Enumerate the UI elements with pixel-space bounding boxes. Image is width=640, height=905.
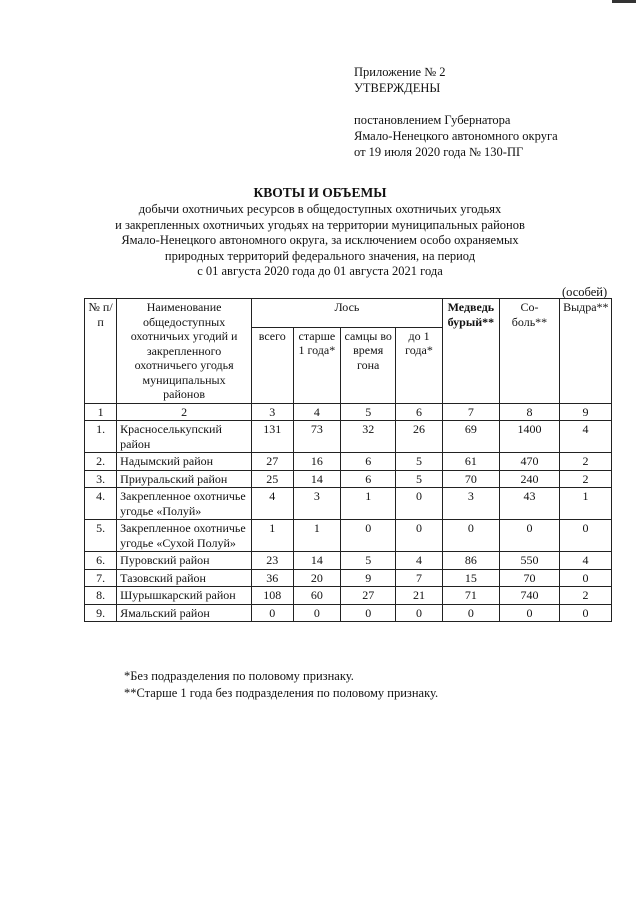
cell-young: 0 <box>396 604 443 622</box>
header-elk-males: самцы во время гона <box>341 327 396 403</box>
cell-num: 4. <box>85 488 117 520</box>
column-number: 2 <box>117 403 252 421</box>
cell-bear: 69 <box>442 421 499 453</box>
cell-name: Приуральский район <box>117 470 252 488</box>
cell-older: 16 <box>293 453 341 471</box>
units-label: (особей) <box>562 285 608 299</box>
resolution-label: постановлением Губернатора <box>354 113 511 127</box>
cell-otter: 0 <box>560 604 612 622</box>
cell-num: 2. <box>85 453 117 471</box>
cell-total: 0 <box>252 604 293 622</box>
cell-males: 6 <box>341 453 396 471</box>
cell-name: Надымский район <box>117 453 252 471</box>
column-number: 3 <box>252 403 293 421</box>
cell-otter: 2 <box>560 470 612 488</box>
cell-young: 7 <box>396 569 443 587</box>
header-elk-older: старше 1 года* <box>293 327 341 403</box>
cell-otter: 2 <box>560 453 612 471</box>
cell-num: 8. <box>85 587 117 605</box>
cell-sable: 470 <box>499 453 559 471</box>
cell-sable: 1400 <box>499 421 559 453</box>
cell-older: 1 <box>293 520 341 552</box>
footnote: **Старше 1 года без подразделения по половому признаку. <box>124 686 439 700</box>
column-number-row <box>85 403 612 421</box>
cell-name: Закрепленное охотничье угодье «Сухой Полуй» <box>117 520 252 552</box>
cell-older: 0 <box>293 604 341 622</box>
cell-older: 14 <box>293 552 341 570</box>
cell-total: 25 <box>252 470 293 488</box>
cell-name: Пуровский район <box>117 552 252 570</box>
cell-young: 5 <box>396 470 443 488</box>
title-block <box>0 184 640 280</box>
region-label: Ямало-Ненецкого автономного округа <box>354 129 558 143</box>
cell-bear: 0 <box>442 520 499 552</box>
cell-total: 36 <box>252 569 293 587</box>
cell-bear: 0 <box>442 604 499 622</box>
column-number: 1 <box>85 403 117 421</box>
cell-otter: 0 <box>560 520 612 552</box>
scan-corner-mark <box>612 0 636 3</box>
header-num: № п/п <box>85 299 117 404</box>
table-row <box>85 552 612 570</box>
cell-otter: 2 <box>560 587 612 605</box>
header-elk-young: до 1 года* <box>396 327 443 403</box>
subtitle-line: с 01 августа 2020 года до 01 августа 2021 года <box>197 264 443 278</box>
footnotes <box>124 668 438 702</box>
cell-males: 9 <box>341 569 396 587</box>
cell-num: 7. <box>85 569 117 587</box>
table-row <box>85 569 612 587</box>
cell-otter: 4 <box>560 552 612 570</box>
subtitle-line: Ямало-Ненецкого автономного округа, за исключением особо охраняемых <box>121 233 519 247</box>
cell-young: 5 <box>396 453 443 471</box>
cell-young: 26 <box>396 421 443 453</box>
cell-males: 5 <box>341 552 396 570</box>
column-number: 6 <box>396 403 443 421</box>
cell-bear: 71 <box>442 587 499 605</box>
cell-males: 1 <box>341 488 396 520</box>
column-number: 5 <box>341 403 396 421</box>
cell-num: 5. <box>85 520 117 552</box>
cell-sable: 0 <box>499 604 559 622</box>
cell-young: 0 <box>396 520 443 552</box>
table-row <box>85 453 612 471</box>
header-name: Наименование общедоступных охотничьих угодий и закрепленного охотничьего угодья муниципальных районов <box>117 299 252 404</box>
cell-older: 73 <box>293 421 341 453</box>
table-row <box>85 587 612 605</box>
cell-sable: 240 <box>499 470 559 488</box>
cell-older: 14 <box>293 470 341 488</box>
cell-total: 23 <box>252 552 293 570</box>
subtitle-line: и закрепленных охотничьих угодьях на территории муниципальных районов <box>115 217 525 232</box>
header-otter: Выдра** <box>560 299 612 404</box>
cell-num: 1. <box>85 421 117 453</box>
header-bear: Медведь бурый** <box>442 299 499 404</box>
cell-males: 27 <box>341 587 396 605</box>
header-elk-total: всего <box>252 327 293 403</box>
approval-block <box>354 64 558 160</box>
cell-bear: 15 <box>442 569 499 587</box>
cell-name: Тазовский район <box>117 569 252 587</box>
cell-males: 32 <box>341 421 396 453</box>
cell-name: Шурышкарский район <box>117 587 252 605</box>
cell-num: 3. <box>85 470 117 488</box>
table-row <box>85 488 612 520</box>
cell-young: 0 <box>396 488 443 520</box>
cell-males: 0 <box>341 604 396 622</box>
cell-num: 6. <box>85 552 117 570</box>
cell-males: 0 <box>341 520 396 552</box>
quota-table <box>84 298 612 622</box>
cell-bear: 3 <box>442 488 499 520</box>
cell-num: 9. <box>85 604 117 622</box>
table-row <box>85 421 612 453</box>
subtitle-line: природных территорий федерального значения, на период <box>164 248 476 263</box>
cell-sable: 0 <box>499 520 559 552</box>
cell-young: 4 <box>396 552 443 570</box>
cell-sable: 70 <box>499 569 559 587</box>
cell-name: Закрепленное охотничье угодье «Полуй» <box>117 488 252 520</box>
cell-sable: 43 <box>499 488 559 520</box>
cell-total: 4 <box>252 488 293 520</box>
cell-otter: 1 <box>560 488 612 520</box>
cell-total: 108 <box>252 587 293 605</box>
resolution-date: от 19 июля 2020 года № 130-ПГ <box>354 145 524 159</box>
cell-sable: 550 <box>499 552 559 570</box>
table-row <box>85 604 612 622</box>
cell-older: 60 <box>293 587 341 605</box>
cell-total: 27 <box>252 453 293 471</box>
column-number: 9 <box>560 403 612 421</box>
cell-name: Ямальский район <box>117 604 252 622</box>
cell-sable: 740 <box>499 587 559 605</box>
cell-otter: 0 <box>560 569 612 587</box>
appendix-label: Приложение № 2 <box>354 65 446 79</box>
table-row <box>85 470 612 488</box>
cell-older: 3 <box>293 488 341 520</box>
header-sable: Со-боль** <box>499 299 559 404</box>
cell-older: 20 <box>293 569 341 587</box>
cell-total: 1 <box>252 520 293 552</box>
column-number: 8 <box>499 403 559 421</box>
cell-young: 21 <box>396 587 443 605</box>
header-elk: Лось <box>252 299 443 328</box>
approved-label: УТВЕРЖДЕНЫ <box>354 81 441 95</box>
column-number: 7 <box>442 403 499 421</box>
cell-name: Красноселькупский район <box>117 421 252 453</box>
cell-bear: 70 <box>442 470 499 488</box>
cell-total: 131 <box>252 421 293 453</box>
table-row <box>85 520 612 552</box>
subtitle-line: добычи охотничьих ресурсов в общедоступных охотничьих угодьях <box>138 202 502 216</box>
footnote: *Без подразделения по половому признаку. <box>124 669 354 683</box>
column-number: 4 <box>293 403 341 421</box>
cell-otter: 4 <box>560 421 612 453</box>
cell-bear: 61 <box>442 453 499 471</box>
cell-bear: 86 <box>442 552 499 570</box>
document-title: КВОТЫ И ОБЪЕМЫ <box>253 185 387 200</box>
cell-males: 6 <box>341 470 396 488</box>
